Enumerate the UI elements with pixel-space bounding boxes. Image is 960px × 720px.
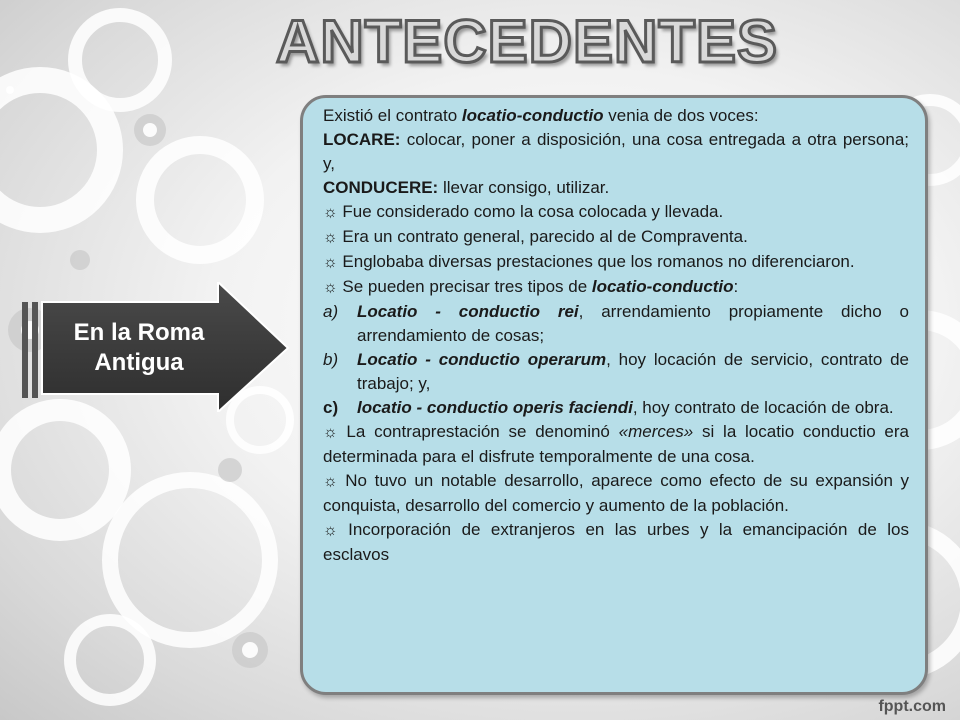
sun-bullet-icon: ☼ — [323, 204, 338, 221]
list-item-c — [323, 396, 909, 420]
list-label-c: c) — [323, 398, 339, 417]
text-segment: Existió el contrato — [323, 106, 462, 125]
text-segment: llevar consigo, utilizar. — [438, 178, 610, 197]
text-segment: , arrendamiento propiamente dicho o arrendamiento de cosas; — [357, 302, 909, 345]
text-segment: La contraprestación se denominó — [337, 422, 619, 441]
bullet-5 — [323, 420, 909, 469]
text-segment: No tuvo un notable desarrollo, aparece como efecto de su expansión y conquista, desarrollo del comercio y aumento de la población. — [323, 471, 909, 515]
bullet-7 — [323, 518, 909, 567]
text-segment: venia de dos voces: — [603, 106, 759, 125]
slide-title: ANTECEDENTES — [276, 8, 779, 75]
footer-watermark: fppt.com — [878, 698, 946, 715]
bullet-4 — [323, 275, 909, 300]
bullet-6 — [323, 469, 909, 518]
conducere-definition — [323, 176, 909, 200]
sun-bullet-icon: ☼ — [323, 522, 338, 539]
text-segment: Englobaba diversas prestaciones que los romanos no diferenciaron. — [337, 252, 855, 271]
text-segment: , hoy locación de servicio, contrato de trabajo; y, — [357, 350, 909, 393]
text-segment: : — [733, 277, 739, 296]
term-locatio: locatio-conductio — [591, 277, 734, 296]
term-locare: LOCARE: — [323, 130, 401, 149]
side-label — [50, 318, 228, 378]
side-label-line1: En la Roma — [73, 319, 205, 346]
sun-bullet-icon: ☼ — [323, 279, 338, 296]
term-merces: «merces» — [618, 422, 694, 441]
text-segment: colocar, poner a disposición, una cosa entregada a otra persona; y, — [323, 130, 909, 173]
sun-bullet-icon: ☼ — [323, 229, 338, 246]
term-locatio: locatio-conductio — [461, 106, 604, 125]
list-label-a: a) — [323, 302, 339, 321]
side-label-line2: Antigua — [94, 349, 184, 376]
list-label-b: b) — [323, 350, 339, 369]
text-segment: Se pueden precisar tres tipos de — [337, 277, 592, 296]
list-item-b — [323, 348, 909, 396]
term-conducere: CONDUCERE: — [323, 178, 439, 197]
sun-bullet-icon: ☼ — [323, 254, 338, 271]
bullet-2 — [323, 225, 909, 250]
text-segment: si la locatio conductio era determinada para el disfrute temporalmente de una cosa. — [323, 422, 909, 466]
bullet-1 — [323, 200, 909, 225]
text-segment: , hoy contrato de locación de obra. — [632, 398, 894, 417]
term-rei: Locatio - conductio rei — [357, 302, 579, 321]
sun-bullet-icon: ☼ — [323, 424, 338, 441]
text-segment: Incorporación de extranjeros en las urbes y la emancipación de los esclavos — [323, 520, 909, 564]
text-segment: Fue considerado como la cosa colocada y llevada. — [337, 202, 724, 221]
text-segment: Era un contrato general, parecido al de Compraventa. — [337, 227, 748, 246]
term-operis-faciendi: locatio - conductio operis faciendi — [357, 398, 633, 417]
intro-paragraph — [323, 104, 909, 128]
sun-bullet-icon: ☼ — [323, 473, 338, 490]
bullet-3 — [323, 250, 909, 275]
locare-definition — [323, 128, 909, 176]
term-operarum: Locatio - conductio operarum — [357, 350, 607, 369]
list-item-a — [323, 300, 909, 348]
content-panel — [300, 95, 928, 695]
